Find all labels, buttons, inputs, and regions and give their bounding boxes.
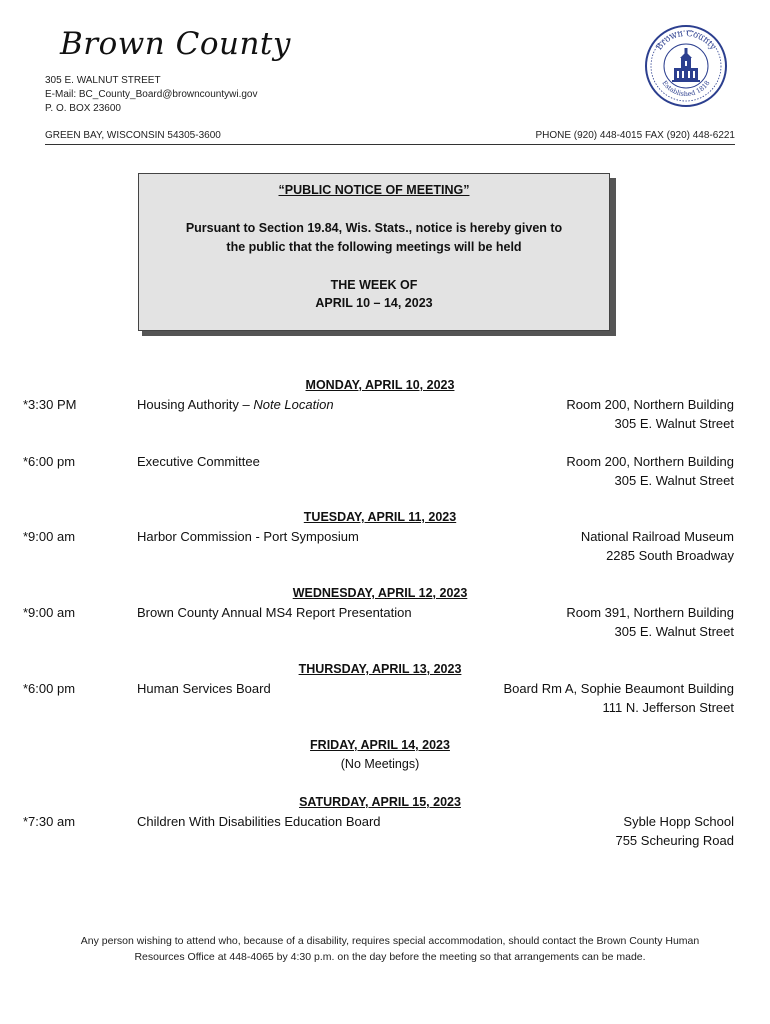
day-heading-monday: MONDAY, APRIL 10, 2023 — [305, 378, 455, 392]
location-line-1: Board Rm A, Sophie Beaumont Building — [503, 681, 734, 696]
meeting-name: Brown County Annual MS4 Report Presentation — [137, 605, 412, 620]
meeting-name: Harbor Commission - Port Symposium — [137, 529, 359, 544]
location-line-2: 305 E. Walnut Street — [614, 624, 734, 639]
location-line-2: 305 E. Walnut Street — [614, 473, 734, 488]
notice-text-line-1: Pursuant to Section 19.84, Wis. Stats., notice is hereby given to — [185, 221, 563, 235]
seal-bottom-text: Established 1818 — [660, 79, 712, 99]
meeting-location — [434, 603, 734, 641]
county-seal-icon — [644, 24, 728, 108]
day-heading-wednesday: WEDNESDAY, APRIL 12, 2023 — [292, 586, 468, 600]
meeting-time: *9:00 am — [23, 605, 76, 620]
public-notice-box — [138, 173, 610, 331]
email-address: E-Mail: BC_County_Board@browncountywi.gov — [45, 89, 258, 100]
meeting-time: *6:00 pm — [23, 681, 76, 696]
meeting-location — [434, 452, 734, 490]
day-heading-thursday: THURSDAY, APRIL 13, 2023 — [298, 662, 462, 676]
meeting-location — [434, 679, 734, 717]
meeting-note: Note Location — [253, 397, 334, 412]
contact-line — [45, 130, 735, 145]
location-line-2: 755 Scheuring Road — [615, 833, 734, 848]
location-line-1: National Railroad Museum — [580, 529, 734, 544]
county-name-logo: Brown County — [60, 26, 291, 62]
notice-text-line-2: the public that the following meetings will be held — [226, 240, 522, 254]
meeting-location — [434, 812, 734, 850]
meeting-location — [434, 395, 734, 433]
meeting-name: Executive Committee — [137, 454, 260, 469]
phone-fax: PHONE (920) 448-4015 FAX (920) 448-6221 — [535, 130, 735, 141]
meeting-location — [434, 527, 734, 565]
location-line-2: 2285 South Broadway — [606, 548, 734, 563]
notice-title: “PUBLIC NOTICE OF MEETING” — [278, 183, 470, 197]
street-address: 305 E. WALNUT STREET — [45, 75, 161, 86]
location-line-1: Room 200, Northern Building — [566, 397, 734, 412]
day-heading-friday: FRIDAY, APRIL 14, 2023 — [310, 738, 450, 752]
location-line-2: 305 E. Walnut Street — [614, 416, 734, 431]
meeting-time: *6:00 pm — [23, 454, 76, 469]
po-box: P. O. BOX 23600 — [45, 103, 121, 114]
week-range: APRIL 10 – 14, 2023 — [315, 296, 433, 310]
city-state-zip: GREEN BAY, WISCONSIN 54305-3600 — [45, 130, 221, 141]
day-heading-saturday: SATURDAY, APRIL 15, 2023 — [299, 795, 461, 809]
meeting-name-text: Housing Authority – — [137, 397, 254, 412]
day-heading-tuesday: TUESDAY, APRIL 11, 2023 — [303, 510, 457, 524]
meeting-name: Human Services Board — [137, 681, 271, 696]
meeting-time: *3:30 PM — [23, 397, 77, 412]
meeting-name — [137, 397, 334, 412]
meeting-time: *7:30 am — [23, 814, 76, 829]
disclaimer-line-1: Any person wishing to attend who, because of a disability, requires special accommodation, should contact the Brown County Human — [80, 935, 700, 947]
week-label: THE WEEK OF — [330, 278, 418, 292]
location-line-1: Room 200, Northern Building — [566, 454, 734, 469]
accessibility-disclaimer — [40, 933, 740, 965]
meeting-time: *9:00 am — [23, 529, 76, 544]
seal-top-text: Brown County — [654, 28, 718, 53]
no-meetings-note: (No Meetings) — [340, 757, 420, 771]
disclaimer-line-2: Resources Office at 448-4065 by 4:30 p.m. on the day before the meeting so that arrangements can be made. — [134, 951, 646, 963]
meeting-name: Children With Disabilities Education Board — [137, 814, 381, 829]
location-line-1: Room 391, Northern Building — [566, 605, 734, 620]
location-line-1: Syble Hopp School — [623, 814, 734, 829]
location-line-2: 111 N. Jefferson Street — [602, 700, 734, 715]
